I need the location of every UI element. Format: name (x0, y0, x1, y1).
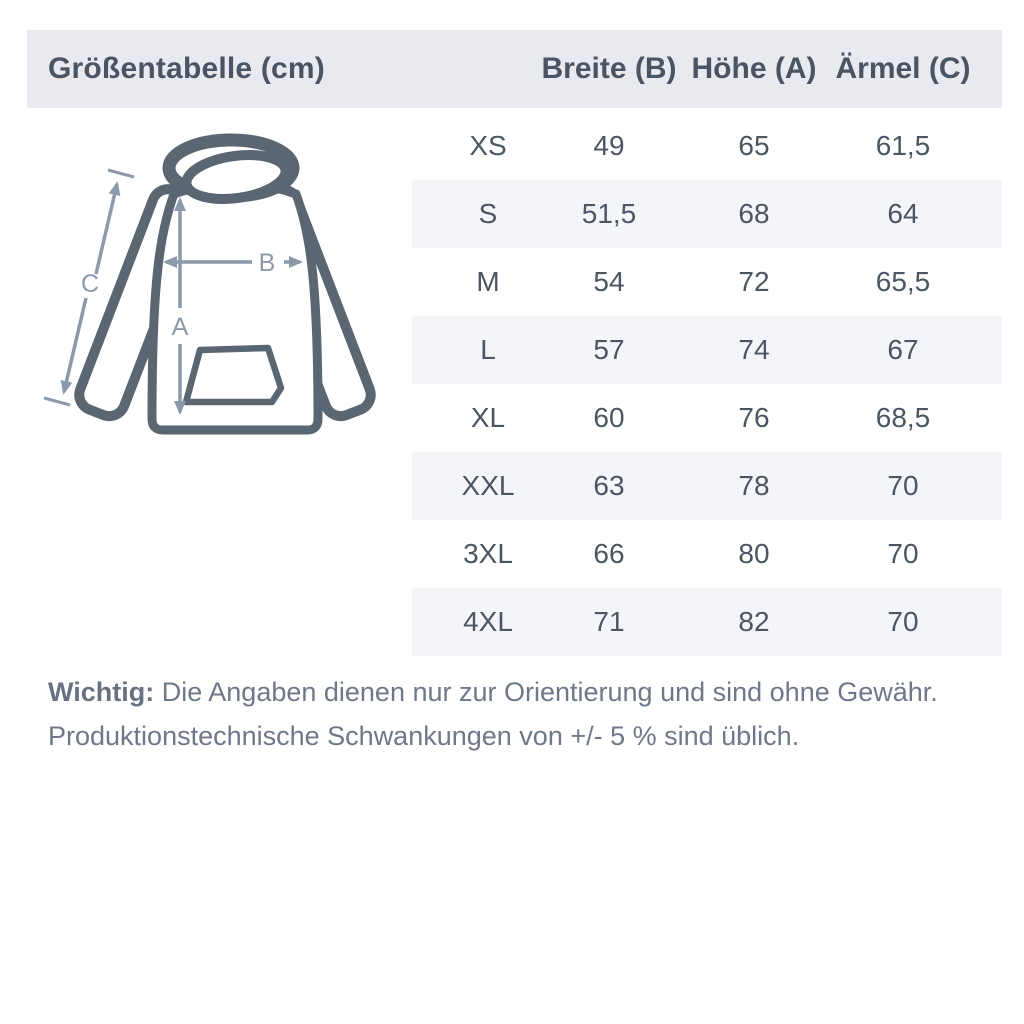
disclaimer-note (48, 670, 978, 758)
hoehe-cell: 68 (738, 198, 770, 229)
aermel-cell: 67 (887, 334, 919, 365)
hoodie-pocket (186, 348, 281, 402)
page-title: Größentabelle (cm) (48, 52, 325, 85)
size-cell: 4XL (463, 606, 513, 637)
table-row (412, 520, 1002, 588)
table-row (412, 452, 1002, 520)
hoehe-cell: 76 (738, 402, 770, 433)
dimension-label-a: A (171, 313, 189, 341)
header-bar (27, 30, 1002, 108)
size-cell: 3XL (463, 538, 513, 569)
hoehe-cell: 78 (738, 470, 770, 501)
column-header-breite: Breite (B) (541, 52, 677, 85)
hoehe-cell: 74 (738, 334, 770, 365)
aermel-cell: 64 (887, 198, 919, 229)
disclaimer-line1: Die Angaben dienen nur zur Orientierung und sind ohne Gewähr. (161, 677, 938, 707)
breite-cell: 49 (593, 130, 625, 161)
size-cell: XS (469, 130, 507, 161)
hoehe-cell: 80 (738, 538, 770, 569)
breite-cell: 63 (593, 470, 625, 501)
column-headers (540, 30, 1002, 108)
breite-cell: 60 (593, 402, 625, 433)
table-row (412, 316, 1002, 384)
aermel-cell: 70 (887, 470, 919, 501)
breite-cell: 51,5 (581, 198, 637, 229)
size-cell: XXL (461, 470, 515, 501)
table-row (412, 180, 1002, 248)
breite-cell: 57 (593, 334, 625, 365)
size-cell: M (476, 266, 500, 297)
breite-cell: 66 (593, 538, 625, 569)
hoodie-measurement-diagram (30, 130, 420, 460)
aermel-cell: 70 (887, 538, 919, 569)
aermel-cell: 70 (887, 606, 919, 637)
hoehe-cell: 82 (738, 606, 770, 637)
size-cell: S (478, 198, 498, 229)
hoehe-cell: 72 (738, 266, 770, 297)
breite-cell: 71 (593, 606, 625, 637)
table-row (412, 248, 1002, 316)
disclaimer-line2: Produktionstechnische Schwankungen von +/- 5 % sind üblich. (48, 721, 800, 751)
dimension-label-c: C (80, 270, 100, 298)
size-table (412, 112, 1002, 656)
table-row (412, 112, 1002, 180)
aermel-cell: 68,5 (875, 402, 931, 433)
table-row (412, 384, 1002, 452)
aermel-cell: 61,5 (875, 130, 931, 161)
size-cell: XL (470, 402, 506, 433)
table-row (412, 588, 1002, 656)
disclaimer-emphasis: Wichtig: (48, 677, 155, 707)
hoodie-diagram-svg (30, 130, 420, 460)
aermel-cell: 65,5 (875, 266, 931, 297)
column-header-hoehe: Höhe (A) (691, 52, 817, 85)
size-cell: L (480, 334, 496, 365)
breite-cell: 54 (593, 266, 625, 297)
dimension-label-b: B (258, 249, 276, 277)
hoehe-cell: 65 (738, 130, 770, 161)
column-header-aermel: Ärmel (C) (835, 52, 971, 85)
